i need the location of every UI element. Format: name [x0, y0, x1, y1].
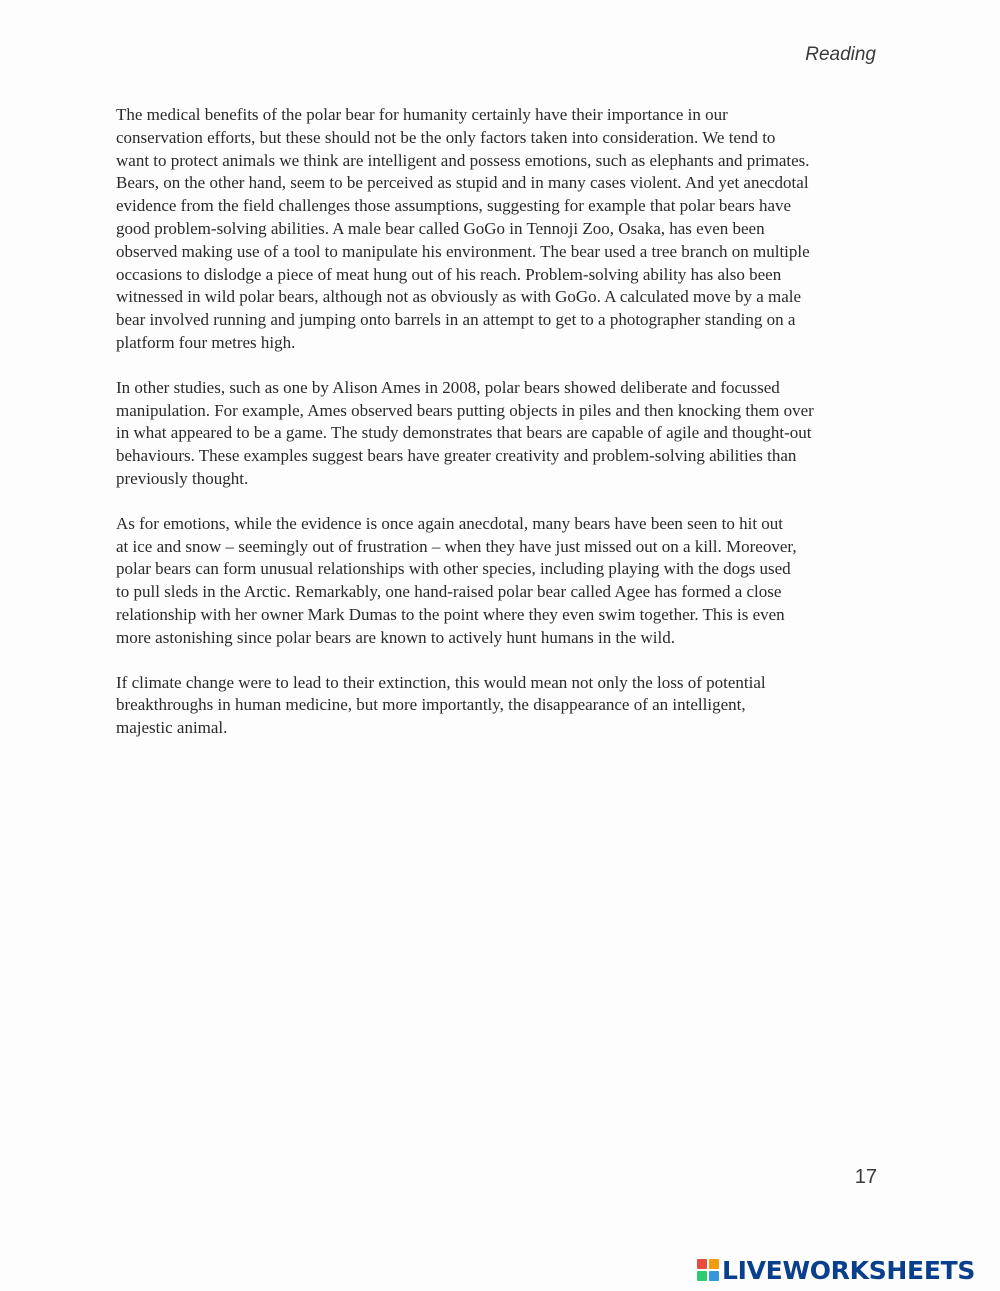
- article-body: [116, 104, 886, 762]
- text-line: witnessed in wild polar bears, although not as obviously as with GoGo. A calculated move by a male: [116, 287, 802, 307]
- page-number: 17: [854, 1166, 877, 1188]
- text-line: relationship with her owner Mark Dumas to the point where they even swim together. This is even: [116, 604, 785, 624]
- text-line: good problem-solving abilities. A male bear called GoGo in Tennoji Zoo, Osaka, has even been: [116, 218, 765, 238]
- text-line: platform four metres high.: [116, 332, 296, 352]
- text-line: want to protect animals we think are intelligent and possess emotions, such as elephants and primates.: [116, 150, 810, 170]
- text-line: occasions to dislodge a piece of meat hung out of his reach. Problem-solving ability has also been: [116, 264, 782, 284]
- text-line: previously thought.: [116, 468, 249, 488]
- text-line: at ice and snow – seemingly out of frustration – when they have just missed out on a kill. Moreover,: [116, 536, 797, 556]
- logo-square: [709, 1271, 719, 1281]
- text-line: polar bears can form unusual relationships with other species, including playing with the dogs used: [116, 559, 791, 579]
- logo-square: [697, 1259, 707, 1269]
- paragraph-2: [116, 377, 886, 491]
- text-line: conservation efforts, but these should not be the only factors taken into consideration. We tend to: [116, 127, 776, 147]
- section-label: Reading: [805, 44, 876, 65]
- paragraph-1: [116, 104, 886, 355]
- text-line: The medical benefits of the polar bear for humanity certainly have their importance in our: [116, 105, 728, 124]
- text-line: evidence from the field challenges those assumptions, suggesting for example that polar bears have: [116, 196, 792, 216]
- text-line: If climate change were to lead to their extinction, this would mean not only the loss of potential: [116, 672, 766, 692]
- paragraph-4: [116, 672, 886, 740]
- text-line: As for emotions, while the evidence is once again anecdotal, many bears have been seen to hit out: [116, 513, 784, 533]
- logo-square: [709, 1259, 719, 1269]
- text-line: behaviours. These examples suggest bears have greater creativity and problem-solving abilities than: [116, 446, 797, 466]
- text-line: Bears, on the other hand, seem to be perceived as stupid and in many cases violent. And yet anecdotal: [116, 173, 809, 193]
- text-line: to pull sleds in the Arctic. Remarkably, one hand-raised polar bear called Agee has formed a close: [116, 582, 782, 602]
- text-line: majestic animal.: [116, 718, 228, 738]
- text-line: manipulation. For example, Ames observed bears putting objects in piles and then knocking them over: [116, 400, 814, 420]
- text-line: more astonishing since polar bears are known to actively hunt humans in the wild.: [116, 627, 675, 647]
- text-line: breakthroughs in human medicine, but more importantly, the disappearance of an intelligent,: [116, 695, 746, 715]
- text-line: observed making use of a tool to manipulate his environment. The bear used a tree branch on multiple: [116, 241, 810, 261]
- logo-square: [697, 1271, 707, 1281]
- text-line: In other studies, such as one by Alison Ames in 2008, polar bears showed deliberate and focussed: [116, 377, 780, 397]
- liveworksheets-logo-icon: [697, 1259, 719, 1281]
- brand-name: LIVEWORKSHEETS: [722, 1255, 976, 1285]
- text-line: bear involved running and jumping onto barrels in an attempt to get to a photographer standing on a: [116, 310, 796, 330]
- text-line: in what appeared to be a game. The study demonstrates that bears are capable of agile and thought-out: [116, 423, 812, 443]
- liveworksheets-brand: [697, 1255, 975, 1285]
- paragraph-3: [116, 513, 886, 650]
